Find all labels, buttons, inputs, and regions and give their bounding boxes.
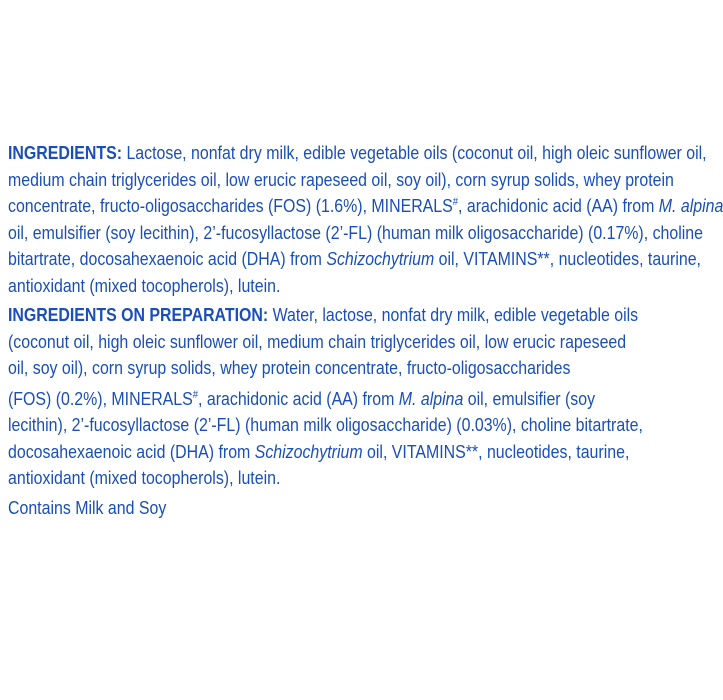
ingredients-line-6: antioxidant (mixed tocopherols), lutein. [8, 274, 281, 296]
minerals-footnote-mark: # [452, 195, 459, 208]
allergen-text: Contains Milk and Soy [8, 496, 167, 518]
ingredients-line-2: medium chain triglycerides oil, low erucic rapeseed oil, soy oil), corn syrup solids, whey protein [8, 168, 674, 190]
ingredients-label-panel [8, 140, 723, 521]
preparation-text: oil, VITAMINS**, nucleotides, taurine, [362, 440, 630, 462]
preparation-text: docosahexaenoic acid (DHA) from [8, 440, 255, 462]
preparation-species-name: Schizochytrium [254, 440, 363, 462]
ingredients-species-name: Schizochytrium [326, 248, 435, 269]
ingredients-line-1 [8, 140, 707, 167]
preparation-line-6 [8, 439, 684, 466]
preparation-line-2: (coconut oil, high oleic sunflower oil, medium chain triglycerides oil, low erucic rapeseed [8, 330, 627, 352]
ingredients-text: , arachidonic acid (AA) from [458, 195, 659, 216]
preparation-text: (FOS) (0.2%), MINERALS [8, 387, 193, 409]
preparation-paragraph [8, 302, 684, 492]
preparation-line-4 [8, 386, 684, 413]
ingredients-line-4: oil, emulsifier (soy lecithin), 2’-fucosyllactose (2’-FL) (human milk oligosaccharide) (0.17%), choline [8, 221, 704, 243]
ingredients-species-name: M. alpina [658, 195, 723, 216]
allergen-statement [8, 495, 684, 522]
preparation-line-7: antioxidant (mixed tocopherols), lutein. [8, 467, 281, 488]
preparation-text: Water, lactose, nonfat dry milk, edible vegetable oils [268, 304, 639, 325]
ingredients-paragraph [8, 140, 723, 299]
preparation-text: , arachidonic acid (AA) from [198, 387, 399, 409]
preparation-line-3: oil, soy oil), corn syrup solids, whey protein concentrate, fructo-oligosaccharides [8, 357, 571, 378]
preparation-heading: INGREDIENTS ON PREPARATION: [8, 304, 269, 325]
minerals-footnote-mark: # [192, 388, 199, 401]
ingredients-text: bitartrate, docosahexaenoic acid (DHA) from [8, 248, 327, 269]
preparation-line-5: lecithin), 2’-fucosyllactose (2’-FL) (human milk oligosaccharide) (0.03%), choline bitartrate, [8, 414, 643, 435]
ingredients-text: Lactose, nonfat dry milk, edible vegetable oils (coconut oil, high oleic sunflower oil, [122, 142, 707, 163]
preparation-species-name: M. alpina [398, 387, 464, 409]
ingredients-heading: INGREDIENTS: [8, 142, 123, 163]
ingredients-line-5 [8, 246, 701, 273]
preparation-text: oil, emulsifier (soy [463, 387, 596, 409]
ingredients-text: oil, VITAMINS**, nucleotides, taurine, [434, 248, 701, 269]
preparation-line-1 [8, 302, 684, 329]
ingredients-line-3 [8, 193, 723, 220]
ingredients-text: concentrate, fructo-oligosaccharides (FOS) (1.6%), MINERALS [8, 195, 453, 216]
